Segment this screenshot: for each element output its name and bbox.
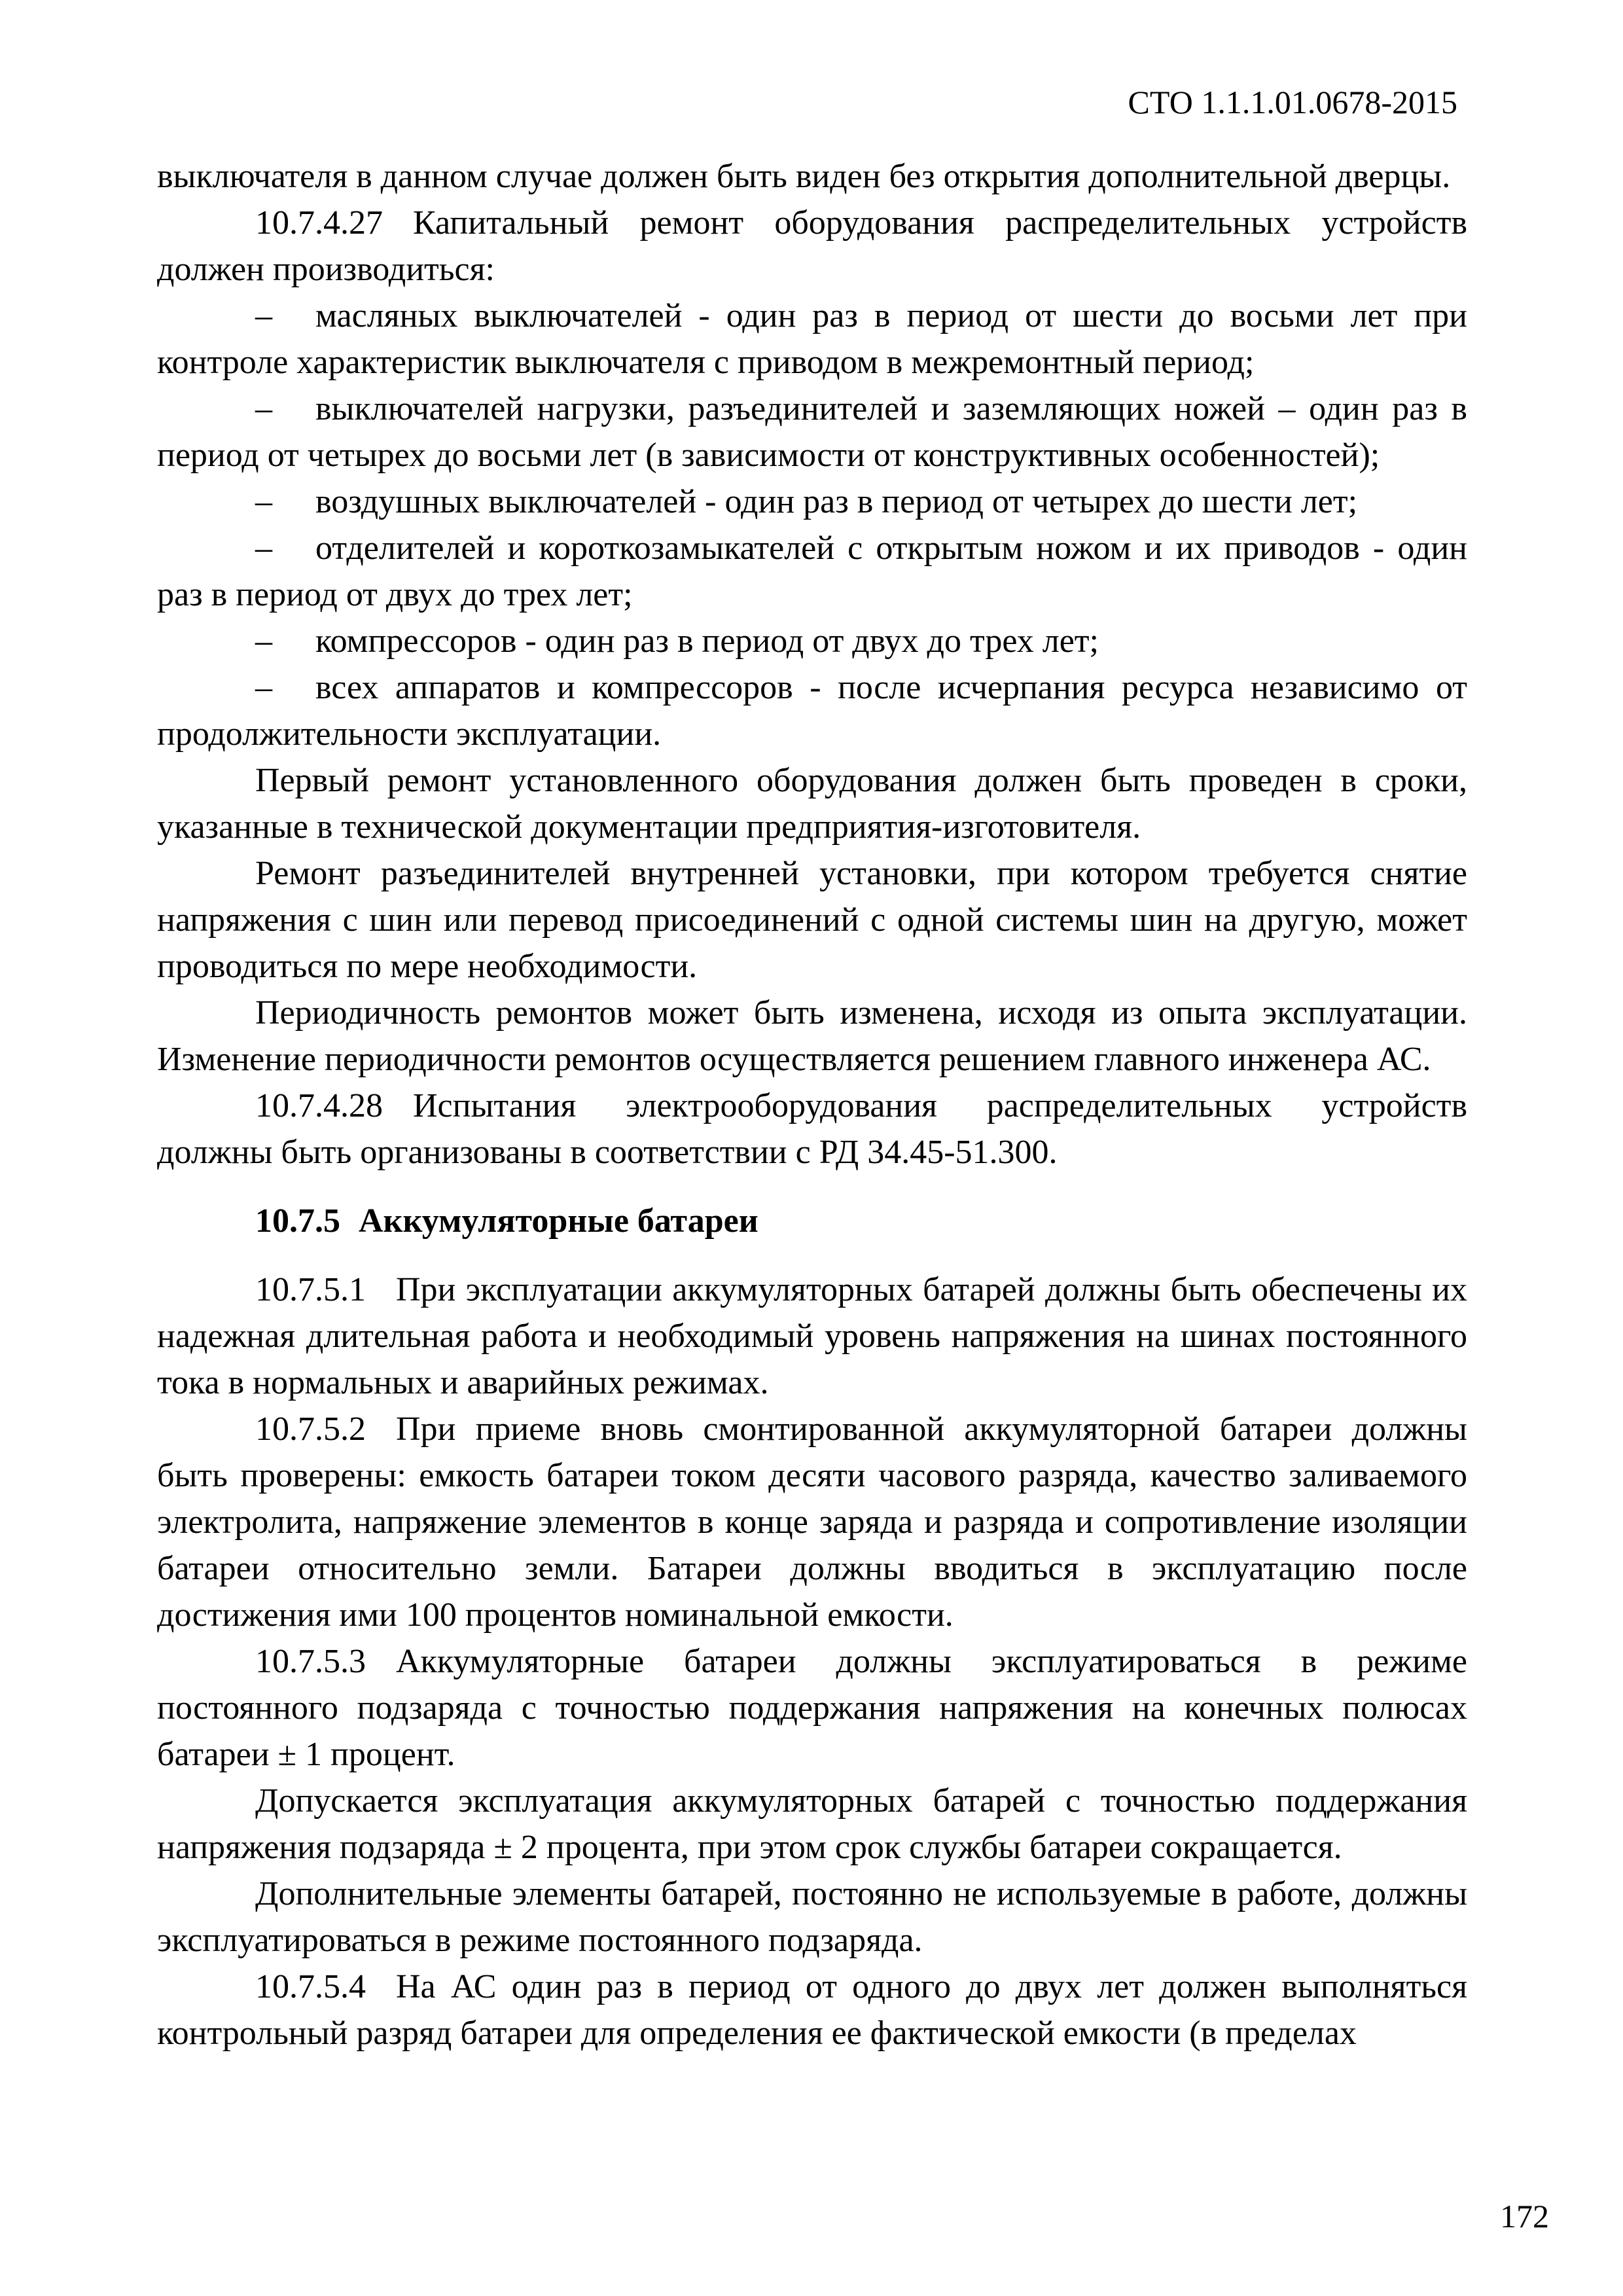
list-item-text: всех аппаратов и компрессоров - после исчерпания ресурса независимо от продолжительности эксплуатации. bbox=[157, 669, 1467, 753]
paragraph-clause-10-7-5-1 bbox=[157, 1266, 1467, 1406]
section-number: 10.7.5 bbox=[255, 1202, 340, 1240]
list-item-air-breakers bbox=[157, 478, 1467, 525]
paragraph-continuation: выключателя в данном случае должен быть виден без открытия дополнительной дверцы. bbox=[157, 158, 1451, 195]
clause-text: При эксплуатации аккумуляторных батарей должны быть обеспечены их надежная длительная работа и необходимый уровень напряжения на шинах постоянного тока в нормальных и аварийных режимах. bbox=[157, 1271, 1467, 1401]
list-item-text: масляных выключателей - один раз в период от шести до восьми лет при контроле характеристик выключателя с приводом в межремонтный период; bbox=[157, 297, 1467, 381]
paragraph-disconnectors-repair: Ремонт разъединителей внутренней установки, при котором требуется снятие напряжения с шин или перевод присоединений с одной системы шин на другую, может проводиться по мере необходимости. bbox=[157, 855, 1467, 985]
paragraph-clause-10-7-5-3 bbox=[157, 1638, 1467, 1778]
list-item-separators bbox=[157, 525, 1467, 618]
paragraph-clause-10-7-4-27 bbox=[157, 200, 1467, 293]
clause-number: 10.7.5.2 bbox=[255, 1410, 366, 1448]
running-header bbox=[157, 82, 1457, 122]
list-item-all-apparatus bbox=[157, 664, 1467, 757]
clause-text: Капитальный ремонт оборудования распределительных устройств должен производиться: bbox=[157, 204, 1467, 288]
paragraph-additional-elements: Дополнительные элементы батарей, постоянно не используемые в работе, должны эксплуатироваться в режиме постоянного подзаряда. bbox=[157, 1875, 1467, 1959]
list-dash: – bbox=[255, 390, 272, 427]
clause-number: 10.7.5.1 bbox=[255, 1271, 366, 1308]
list-dash: – bbox=[255, 669, 272, 706]
list-item-text: компрессоров - один раз в период от двух до трех лет; bbox=[315, 622, 1099, 660]
clause-number: 10.7.4.27 bbox=[255, 204, 383, 242]
paragraph-allowed-operation: Допускается эксплуатация аккумуляторных батарей с точностью поддержания напряжения подзаряда ± 2 процента, при этом срок службы батареи сокращается. bbox=[157, 1782, 1467, 1866]
page-footer bbox=[1500, 2197, 1549, 2236]
section-title: Аккумуляторные батареи bbox=[359, 1202, 758, 1240]
paragraph-clause-10-7-4-28 bbox=[157, 1083, 1467, 1175]
page-number: 172 bbox=[1500, 2198, 1549, 2234]
page-body bbox=[157, 153, 1467, 2056]
clause-text: Аккумуляторные батареи должны эксплуатироваться в режиме постоянного подзаряда с точностью поддержания напряжения на конечных полюсах батареи ± 1 процент. bbox=[157, 1643, 1467, 1773]
list-item-compressors bbox=[157, 618, 1467, 664]
list-dash: – bbox=[255, 483, 272, 520]
doc-code: СТО 1.1.1.01.0678-2015 bbox=[1128, 84, 1457, 120]
clause-number: 10.7.5.4 bbox=[255, 1968, 366, 2005]
paragraph-clause-10-7-5-2 bbox=[157, 1406, 1467, 1638]
paragraph-clause-10-7-5-4 bbox=[157, 1964, 1467, 2056]
list-dash: – bbox=[255, 297, 272, 334]
list-dash: – bbox=[255, 622, 272, 660]
clause-text: На АС один раз в период от одного до двух лет должен выполняться контрольный разряд батареи для определения ее фактической емкости (в пределах bbox=[157, 1968, 1467, 2052]
list-dash: – bbox=[255, 529, 272, 567]
list-item-text: отделителей и короткозамыкателей с открытым ножом и их приводов - один раз в период от двух до трех лет; bbox=[157, 529, 1467, 613]
list-item-text: выключателей нагрузки, разъединителей и заземляющих ножей – один раз в период от четырех до восьми лет (в зависимости от конструктивных особенностей); bbox=[157, 390, 1467, 474]
list-item-load-switches bbox=[157, 386, 1467, 478]
section-heading-batteries bbox=[157, 1198, 1467, 1244]
clause-text: Испытания электрооборудования распределительных устройств должны быть организованы в соответствии с РД 34.45-51.300. bbox=[157, 1087, 1467, 1171]
list-item-text: воздушных выключателей - один раз в период от четырех до шести лет; bbox=[315, 483, 1358, 520]
list-item-oil-breakers bbox=[157, 293, 1467, 386]
clause-text: При приеме вновь смонтированной аккумуляторной батареи должны быть проверены: емкость батареи током десяти часового разряда, качество заливаемого электролита, напряжение элементов в конце заряда и разряда и сопротивление изоляции батареи относительно земли. Батареи должны вводиться в эксплуатацию после достижения ими 100 процентов номинальной емкости. bbox=[157, 1410, 1467, 1634]
paragraph-first-repair: Первый ремонт установленного оборудования должен быть проведен в сроки, указанные в технической документации предприятия-изготовителя. bbox=[157, 762, 1467, 846]
paragraph-repair-periodicity: Периодичность ремонтов может быть изменена, исходя из опыта эксплуатации. Изменение периодичности ремонтов осуществляется решением главного инженера АС. bbox=[157, 994, 1467, 1078]
clause-number: 10.7.5.3 bbox=[255, 1643, 366, 1680]
clause-number: 10.7.4.28 bbox=[255, 1087, 383, 1124]
